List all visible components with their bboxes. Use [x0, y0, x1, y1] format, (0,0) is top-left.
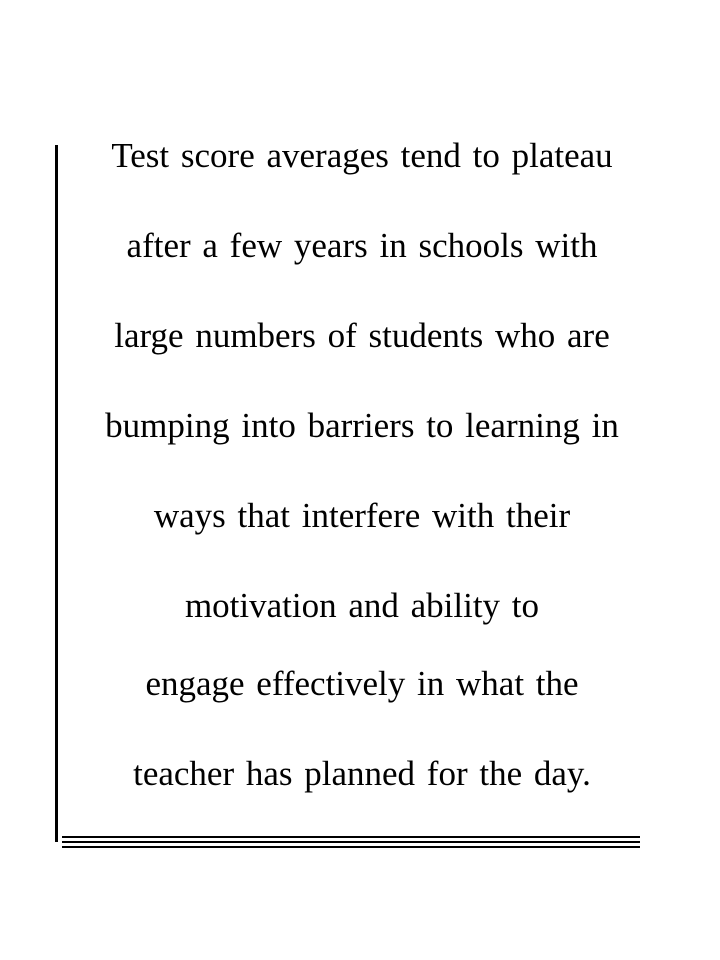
quote-line: motivation and ability to	[184, 586, 540, 625]
quote-line: large numbers of students who are	[114, 316, 610, 355]
quote-line: engage effectively in what the	[145, 664, 579, 703]
quote-line: bumping into barriers to learning in	[105, 406, 619, 445]
quote-line: teacher has planned for the day.	[133, 754, 591, 793]
quote-line: ways that interfere with their	[153, 496, 571, 535]
rule-line	[62, 846, 640, 848]
rule-line	[62, 841, 640, 843]
quote-line: Test score averages tend to plateau	[111, 136, 613, 175]
rule-line	[62, 836, 640, 838]
quote-line: after a few years in schools with	[126, 226, 598, 265]
bottom-triple-rule	[62, 836, 640, 848]
left-vertical-rule	[55, 145, 58, 842]
quote-text-block	[62, 126, 662, 834]
